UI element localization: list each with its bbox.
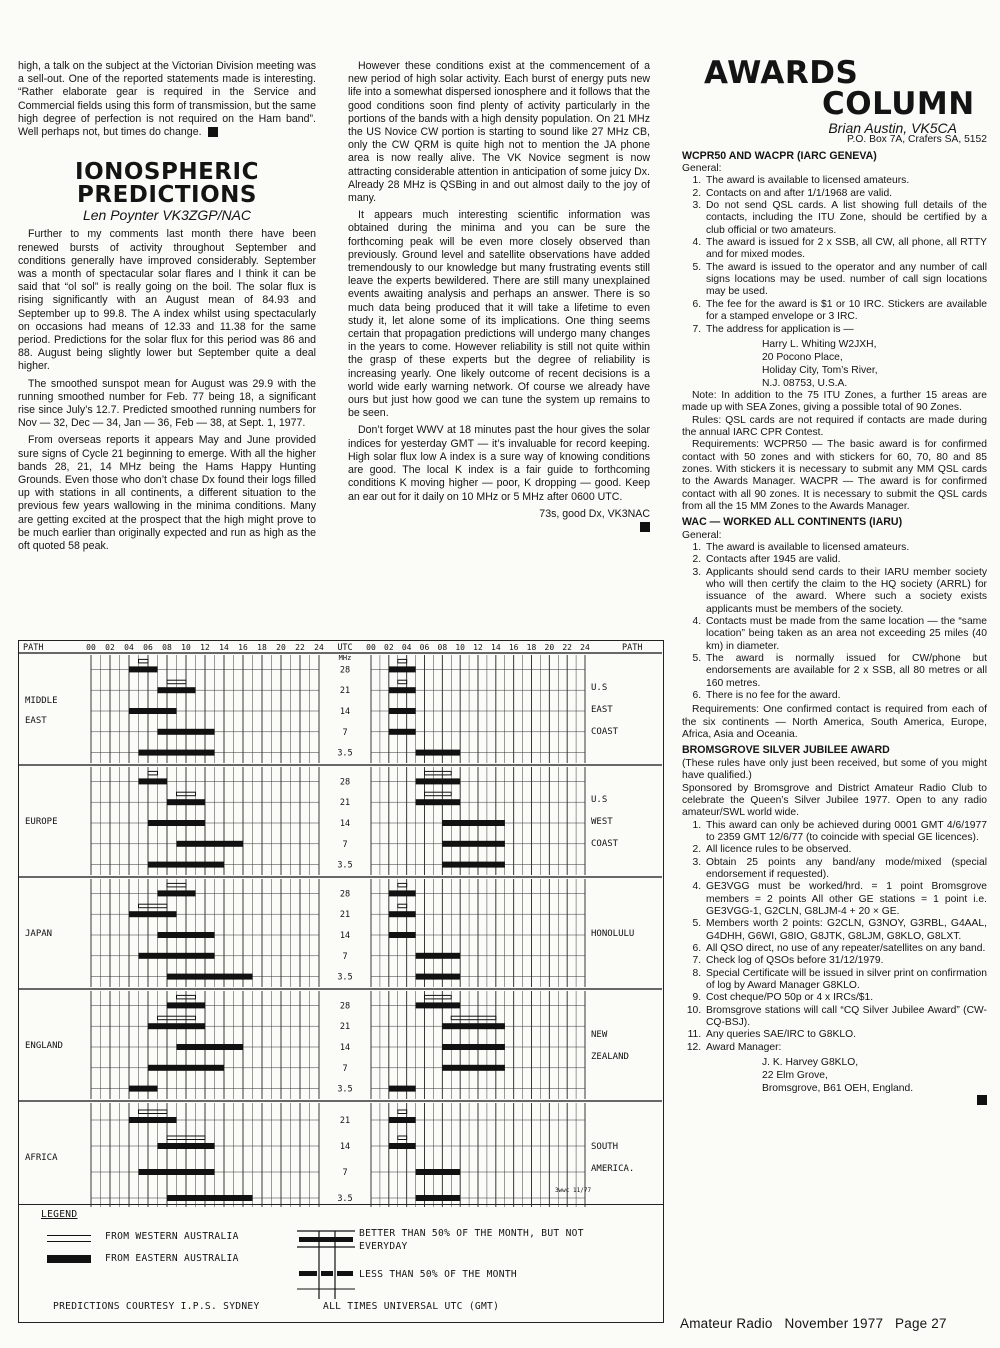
path-name-right: U.S [591,795,608,805]
western-bar [425,771,452,775]
paragraph: Rules: QSL cards are not required if contacts are made during the annual IARC CPR Contest. [682,414,987,438]
opening-bar [389,708,416,714]
opening-bar [167,974,253,980]
paragraph: From overseas reports it appears May and June provided sure signs of Cycle 21 beginning to emerge. With all the higher bands 28, 21, 14 MHz being the Hams Happy Hunting Grounds. Even those who don’t chase Dx found their logs filled up with stations in all continents, a different situation to the previous few years wallowing in the minima conditions. Many are getting excited at the prospect that the high might prove to be much earlier than originally expected and run as high as the oft quoted 58 peak. [18,434,316,553]
opening-bar [148,862,224,868]
band-label: 3.5 [337,1194,353,1204]
end-mark-icon [977,1095,987,1105]
rule-item: 1. This award can only be achieved during 0001 GMT 4/6/1977 to 2359 GMT 12/6/77 (to coincide with special GE licences). [704,820,987,845]
opening-bar [129,911,177,917]
rule-item: 3. Applicants should send cards to their IARU member society who will then certify the claim to the HQ society (ARRL) for issuance of the award. Where such a society exists applicants must be members of the society. [704,567,987,616]
path-name-right: HONOLULU [591,929,635,939]
hour-tick-label: 02 [384,643,394,652]
utc-note: ALL TIMES UNIVERSAL UTC (GMT) [323,1301,500,1312]
rule-item: 5. Members worth 2 points: G2CLN, G3NOY, G3RBL, G4AAL, G4DHH, G6WI, G8IO, G8JTK, G8LJM, G8KLO, G8LXT. [704,918,987,943]
rule-item: 12. Award Manager: [704,1042,987,1054]
hour-tick-label: 02 [105,643,115,652]
rule-item: 1. The award is available to licensed amateurs. [704,542,987,554]
hour-tick-label: 08 [437,643,448,652]
courtesy-note: PREDICTIONS COURTESY I.P.S. SYDNEY [53,1301,260,1312]
hour-tick-label: 24 [314,643,324,652]
hour-tick-label: 12 [200,643,210,652]
path-label: PATH [622,643,643,653]
western-bar [398,904,407,908]
path-name-right: U.S [591,683,608,693]
left-column [18,60,316,557]
hour-tick-label: 04 [124,643,134,652]
western-bar [398,1110,407,1114]
legend-better-label: BETTER THAN 50% OF THE MONTH, BUT NOT EVERYDAY [359,1228,584,1252]
opening-bar [389,911,416,917]
signoff: 73s, good Dx, VK3NAC [539,507,650,520]
path-name-right: COAST [591,727,619,737]
address-line: N.J. 08753, U.S.A. [762,377,848,389]
opening-bar [416,1002,461,1008]
opening-bar [167,799,205,805]
rule-item: 5. The award is normally issued for CW/phone but endorsements are available for 2 x SSB, all 80 metres or all 160 metres. [704,653,987,690]
address-line: 20 Pocono Place, [762,351,843,363]
rule-item: 8. Special Certificate will be issued in silver print on confirmation of log by Award Manager G8KLO. [704,968,987,993]
paragraph: The smoothed sunspot mean for August was 29.9 with the running smoothed number for Feb. 77 being 18, a significant rise since July’s 12.7. Predicted smoothed running numbers for Nov — 32, Dec — 34, Jan — 36, Feb — 38, at Sept. 1, 1977. [18,377,316,430]
right-column [682,55,987,1107]
opening-bar [442,1065,504,1071]
band-label: 14 [339,1043,351,1053]
rule-item: 1. The award is available to licensed amateurs. [704,175,987,187]
legend-eastern-label: FROM EASTERN AUSTRALIA [105,1253,239,1264]
opening-bar [139,1169,215,1175]
opening-bar [389,1086,416,1092]
address-line: Bromsgrove, B61 OEH, England. [762,1083,914,1095]
western-bar [398,1136,407,1140]
band-label: 3.5 [337,972,353,983]
opening-bar [442,841,504,847]
rule-item: 4. GE3VGG must be worked/hrd. = 1 point Bromsgrove members = 2 points All other GE stations = 1 point i.e. GE3VGG-1, G2CLN, G8LJM-4 + 20 × GE. [704,881,987,918]
path-name-left: AFRICA [25,1153,58,1163]
opening-bar [389,687,416,693]
chart-svg [19,641,662,1207]
general-label: General: [682,163,722,175]
opening-bar [148,820,205,826]
opening-bar [389,666,416,672]
ionospheric-byline: Len Poynter VK3ZGP/NAC [82,207,252,224]
band-label: 28 [339,889,351,900]
path-name-left: EUROPE [25,817,58,827]
hour-tick-label: 22 [562,643,572,652]
opening-bar [416,750,461,756]
path-name-right: SOUTH [591,1142,619,1152]
rule-item: 2. Contacts after 1945 are valid. [704,554,987,566]
awards-byline: Brian Austin, VK5CA [828,120,957,136]
path-name-left: JAPAN [25,929,53,939]
hour-tick-label: 18 [526,643,537,652]
paragraph: However these conditions exist at the commencement of a new period of high solar activity. Each burst of energy puts new life into a somewhat dispersed ionosphere and it follows that the good conditions soon find plenty of activity particularly in the portions of the bands with a high density population. On 21 MHz the US Novice CW portion is starting to sound like 27 MHz CB, only the CW QRM is quite high not to mention the JA phone area is now really alive. The VK Novice segment is now attracting considerable attention in anticipation of some juicy Dx. Already 28 MHz is QSBing in and out almost daily to the joy of many. [348,60,650,205]
opening-bar [139,953,215,959]
publication-name: Amateur Radio [680,1316,773,1331]
legend-eastern-swatch [47,1255,91,1263]
bsj-title: BROMSGROVE SILVER JUBILEE AWARD [682,744,890,757]
hour-tick-label: 12 [473,643,483,652]
opening-bar [389,890,416,896]
band-label: 21 [339,1022,351,1033]
legend-title: LEGEND [41,1209,78,1220]
opening-bar [442,1044,504,1050]
western-bar [139,1110,168,1114]
opening-bar [177,1044,244,1050]
chart-initials: 3wwc 11/77 [554,1187,592,1194]
opening-bar [148,1065,224,1071]
legend-western-swatch [47,1235,91,1242]
paragraph: Further to my comments last month there have been renewed bursts of activity throughout September and conditions generally have improved considerably. September was a month of spectacular solar flares and I think it can be said that “ol sol” is really going on the boil. The solar flux is rising significantly with an August mean of 84.93 and September up to 99.8. The A index whilst using spectacularly on occasions had means of 12.33 and 11.38 for the same period. Predictions for the solar flux for this period was 86 and 88. August being slightly lower but September quite a deal higher. [18,228,316,373]
opening-bar [129,666,158,672]
hour-tick-label: 10 [455,643,465,652]
hour-tick-label: 00 [366,643,376,652]
western-bar [139,659,149,663]
band-label: 28 [339,1001,351,1012]
path-name-right: ZEALAND [591,1052,629,1062]
opening-bar [129,1086,158,1092]
opening-bar [416,953,461,959]
band-label: 3.5 [337,1084,353,1095]
path-label: PATH [23,643,44,653]
opening-bar [416,778,461,784]
end-mark-icon [640,522,650,532]
band-label: 21 [339,1116,351,1126]
mhz-label: MHz [338,654,352,662]
end-mark-icon [208,127,218,137]
opening-bar [158,890,196,896]
hour-tick-label: 20 [544,643,555,652]
paragraph: (These rules have only just been received, but some of you might have qualified.) [682,757,987,782]
address-line: J. K. Harvey G8KLO, [762,1057,859,1069]
address-line: Holiday City, Tom’s River, [762,364,878,376]
opening-bar [177,841,244,847]
opening-bar [416,1169,461,1175]
paragraph: Note: In addition to the 75 ITU Zones, a further 15 areas are made up with SEA Zones, giving a possible total of 90 Zones. [682,389,987,414]
hour-tick-label: 16 [508,643,519,652]
opening-bar [416,1195,461,1201]
opening-bar [389,729,416,735]
paragraph: Don’t forget WWV at 18 minutes past the hour gives the solar indices for yesterday GMT — it’s invaluable for record keeping. High solar flux low A index is a sure way of knowing conditions are good. The local K index is a fair guide to forthcoming conditions K moving higher — poor, K dropping — good. Keep an ear out for it daily on 10 MHz or 5 MHz after 0600 UTC. [348,424,650,503]
intro-paragraph: high, a talk on the subject at the Victorian Division meeting was a sell-out. One of the reported statements made is interesting. “Rather elaborate gear is required in the Service and Commercial fields using this form of transmission, but the same high degree of perfection is not required on the Ham band”. Well perhaps not, but times do change. [18,60,316,139]
western-bar [451,1016,496,1020]
path-name-right: EAST [591,705,613,715]
bsj-rules [682,820,987,1055]
hour-tick-label: 18 [257,643,267,652]
hour-tick-label: 22 [295,643,305,652]
band-label: 21 [339,686,351,697]
issue-date: November 1977 [784,1316,884,1331]
band-label: 7 [342,951,348,962]
band-label: 7 [342,727,348,738]
western-bar [398,883,407,887]
band-label: 28 [339,777,351,788]
hour-tick-label: 08 [162,643,172,652]
wcpr-address [682,338,987,390]
heading-line2: PREDICTIONS [77,182,257,209]
opening-bar [139,750,215,756]
opening-bar [158,729,215,735]
awards-address: P.O. Box 7A, Crafers SA, 5152 [846,134,987,146]
address-line: 22 Elm Grove, [762,1070,828,1082]
opening-bar [442,820,504,826]
rule-item: 6. There is no fee for the award. [704,690,987,702]
opening-bar [389,1117,416,1123]
band-label: 21 [339,798,351,809]
rule-item: 4. Contacts must be made from the same location — the “same location” being taken as an area not exceeding 25 miles (40 km) in diameter. [704,616,987,653]
western-bar [398,659,407,663]
rule-item: 3. Obtain 25 points any band/any mode/mixed (special endorsement if requested). [704,857,987,882]
legend-reliability-icon [297,1229,355,1301]
general-label: General: [682,529,722,541]
heading-line1: AWARDS [704,55,859,91]
path-name-right: NEW [591,1030,608,1040]
path-name-left: ENGLAND [25,1041,63,1051]
wcpr-title: WCPR50 AND WACPR (IARC GENEVA) [682,149,877,162]
path-name-right: WEST [591,817,613,827]
band-label: 3.5 [337,860,353,871]
rule-item: 7. The address for application is — [704,324,987,336]
paragraph: Sponsored by Bromsgrove and District Amateur Radio Club to celebrate the Queen’s Silver Jubilee 1977. Open to any radio amateur/SWL world wide. [682,782,987,819]
rule-item: 9. Cost cheque/PO 50p or 4 x IRCs/$1. [704,992,987,1004]
rule-item: 4. The award is issued for 2 x SSB, all CW, all phone, all RTTY and for mixed modes. [704,237,987,262]
page-number: Page 27 [895,1316,947,1331]
path-name-right: COAST [591,839,619,849]
rule-item: 10. Bromsgrove stations will call “CQ Silver Jubilee Award” (CW-CQ-BSJ). [704,1005,987,1030]
wcpr-rules [682,175,987,335]
opening-bar [129,1117,177,1123]
band-label: 14 [339,931,351,941]
wac-rules [682,542,987,702]
heading-line2: COLUMN [822,86,975,122]
path-name-left: EAST [25,716,47,726]
wac-title: WAC — WORKED ALL CONTINENTS (IARU) [682,516,903,529]
legend-less-label: LESS THAN 50% OF THE MONTH [359,1269,517,1280]
opening-bar [167,1195,253,1201]
hour-tick-label: 06 [419,643,430,652]
rule-item: 11. Any queries SAE/IRC to G8KLO. [704,1029,987,1041]
hour-tick-label: 06 [143,643,153,652]
address-line: Harry L. Whiting W2JXH, [762,338,877,350]
hour-tick-label: 14 [219,643,229,652]
opening-bar [158,687,196,693]
page-footer [680,1316,985,1331]
propagation-chart [18,640,664,1323]
rule-item: 2. All licence rules to be observed. [704,844,987,856]
western-bar [148,771,158,775]
opening-bar [158,1143,215,1149]
legend-western-label: FROM WESTERN AUSTRALIA [105,1231,239,1242]
hour-tick-label: 00 [86,643,96,652]
rule-item: 2. Contacts on and after 1/1/1968 are valid. [704,188,987,200]
band-label: 21 [339,910,351,921]
band-label: 7 [342,1168,348,1178]
rule-item: 6. All QSO direct, no use of any repeater/satellites on any band. [704,943,987,955]
opening-bar [442,862,504,868]
middle-column [348,60,650,534]
western-bar [425,792,452,796]
hour-tick-label: 10 [181,643,191,652]
chart-legend [19,1204,663,1322]
opening-bar [167,1002,205,1008]
ionospheric-heading [18,161,316,207]
opening-bar [442,1023,504,1029]
path-name-left: MIDDLE [25,696,58,706]
paragraph: It appears much interesting scientific information was obtained during the minima and you can be sure the forthcoming peak will be even more closely observed than previously. Ground level and satellite observations have added tremendously to our knowledge but many frustrating events still leave the experts bewildered. There are still many unexplained events awaiting analysis and perhaps an answer. There is so much data being produced that it will take a lifetime to even study it, let alone some of its implications. One thing seems certain that propagation predictions will undergo many changes in the years to come. However reliability is still not quite within the grasp of these experts but the degree of reliability is increasing yearly. One likely outcome of recent decisions is a world wide early warning network. Of course we already have ours but just how good we can tune the system up remains to be seen. [348,209,650,420]
opening-bar [139,778,168,784]
opening-bar [129,708,177,714]
hour-tick-label: 20 [276,643,286,652]
band-label: 7 [342,839,348,850]
rule-item: 5. The award is issued to the operator and any number of call signs locations may be used. number of call sign locations may be used. [704,262,987,299]
paragraph: Requirements: WCPR50 — The basic award is for confirmed contact with 50 zones and with stickers for 60, 70, 80 and 85 zones. With stickers it is necessary to submit any MM QSL cards to the Awards Manager. WACPR — The award is for confirmed contact with all 90 zones. It is necessary to submit the QSL cards from all the 15 MM Zones to the Awards Manager. [682,439,987,512]
paragraph: Requirements: One confirmed contact is required from each of the six continents — North America, South America, Europe, Africa, Asia and Oceania. [682,704,987,741]
opening-bar [148,1023,205,1029]
path-name-right: AMERICA. [591,1164,635,1174]
band-label: 3.5 [337,748,353,759]
western-bar [139,904,168,908]
western-bar [425,995,452,999]
utc-label: UTC [337,643,353,653]
heading-line1: IONOSPHERIC [75,159,259,186]
opening-bar [416,974,461,980]
opening-bar [416,799,461,805]
hour-tick-label: 24 [580,643,590,652]
rule-item: 3. Do not send QSL cards. A list showing full details of the contacts, including the ITU Zone, should be certified by a club official or two amateurs. [704,200,987,237]
band-label: 14 [339,819,351,829]
band-label: 14 [339,1142,351,1152]
rule-item: 6. The fee for the award is $1 or 10 IRC. Stickers are available for a stamped envelope or 3 IRC. [704,299,987,324]
opening-bar [389,1143,416,1149]
opening-bar [158,932,215,938]
hour-tick-label: 14 [491,643,501,652]
opening-bar [389,932,416,938]
band-label: 28 [339,665,351,676]
hour-tick-label: 04 [401,643,412,652]
band-label: 14 [339,707,351,717]
bsj-manager-address [682,1056,987,1095]
band-label: 7 [342,1063,348,1074]
western-bar [398,680,407,684]
rule-item: 7. Check log of QSOs before 31/12/1979. [704,955,987,967]
awards-heading [682,55,987,122]
hour-tick-label: 16 [238,643,248,652]
